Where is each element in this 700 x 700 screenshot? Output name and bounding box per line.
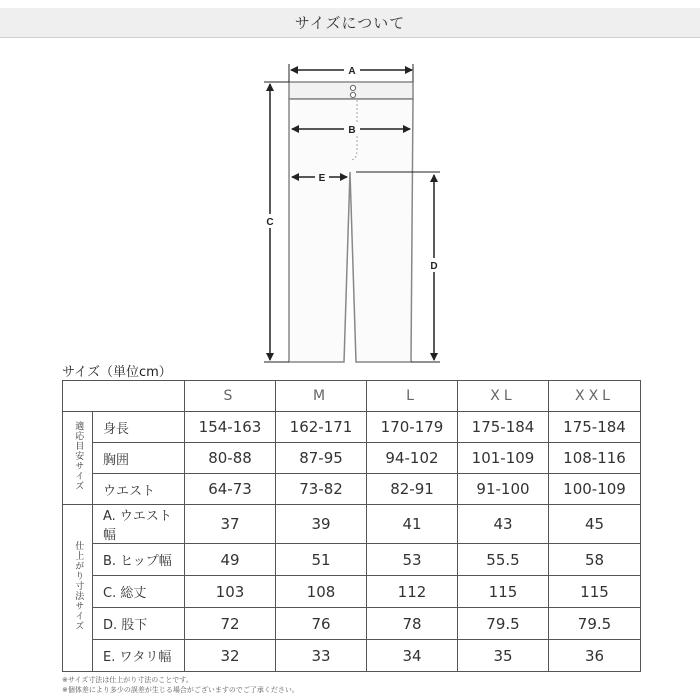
size-header-xxl: XXL [549,381,641,412]
table-row [63,412,641,443]
size-header-row [63,381,641,412]
value-cell: 72 [185,608,276,640]
button-top [350,85,355,90]
value-cell: 49 [185,544,276,576]
value-cell: 76 [276,608,367,640]
value-cell: 108-116 [549,443,641,474]
value-cell: 55.5 [458,544,549,576]
table-row [63,443,641,474]
value-cell: 51 [276,544,367,576]
value-cell: 170-179 [367,412,458,443]
value-cell: 175-184 [458,412,549,443]
size-header-m: M [276,381,367,412]
value-cell: 36 [549,640,641,672]
value-cell: 112 [367,576,458,608]
value-cell: 78 [367,608,458,640]
row-label: 胸囲 [93,443,185,474]
value-cell: 39 [276,505,367,544]
value-cell: 34 [367,640,458,672]
table-row [63,640,641,672]
size-table [62,380,641,672]
value-cell: 115 [549,576,641,608]
page-title: サイズについて [294,14,406,32]
group-label-finished-size: 仕上がり寸法サイズ [63,505,93,672]
value-cell: 108 [276,576,367,608]
row-label: B. ヒップ幅 [93,544,185,576]
row-label: A. ウエスト幅 [93,505,185,544]
footnote-measurement-variance: ※個体差により多少の誤差が生じる場合がございますのでご了承ください。 [62,686,299,694]
label-b: B [348,125,356,136]
value-cell: 91-100 [458,474,549,505]
size-header-l: L [367,381,458,412]
row-label: D. 股下 [93,608,185,640]
value-cell: 64-73 [185,474,276,505]
value-cell: 45 [549,505,641,544]
value-cell: 100-109 [549,474,641,505]
table-row [63,544,641,576]
label-c: C [266,217,274,228]
label-d: D [430,261,438,272]
value-cell: 73-82 [276,474,367,505]
size-table-title: サイズ（単位cm） [62,365,172,380]
value-cell: 82-91 [367,474,458,505]
size-header-xl: XL [458,381,549,412]
value-cell: 79.5 [549,608,641,640]
row-label: E. ワタリ幅 [93,640,185,672]
table-row [63,576,641,608]
value-cell: 115 [458,576,549,608]
value-cell: 32 [185,640,276,672]
value-cell: 35 [458,640,549,672]
value-cell: 175-184 [549,412,641,443]
row-label: C. 総丈 [93,576,185,608]
label-a: A [348,66,356,77]
table-row [63,608,641,640]
size-header-s: S [185,381,276,412]
row-label: 身長 [93,412,185,443]
value-cell: 154-163 [185,412,276,443]
value-cell: 37 [185,505,276,544]
header-empty-cell [63,381,185,412]
value-cell: 58 [549,544,641,576]
value-cell: 101-109 [458,443,549,474]
footnote-size-definition: ※サイズ寸法は仕上がり寸法のことです。 [62,676,193,684]
row-label: ウエスト [93,474,185,505]
value-cell: 79.5 [458,608,549,640]
value-cell: 43 [458,505,549,544]
value-cell: 41 [367,505,458,544]
value-cell: 87-95 [276,443,367,474]
value-cell: 103 [185,576,276,608]
button-bottom [350,92,355,97]
value-cell: 33 [276,640,367,672]
table-row [63,474,641,505]
table-row [63,505,641,544]
group-label-recommended-size: 適応目安サイズ [63,412,93,505]
value-cell: 53 [367,544,458,576]
label-e: E [318,173,326,184]
value-cell: 94-102 [367,443,458,474]
value-cell: 162-171 [276,412,367,443]
value-cell: 80-88 [185,443,276,474]
